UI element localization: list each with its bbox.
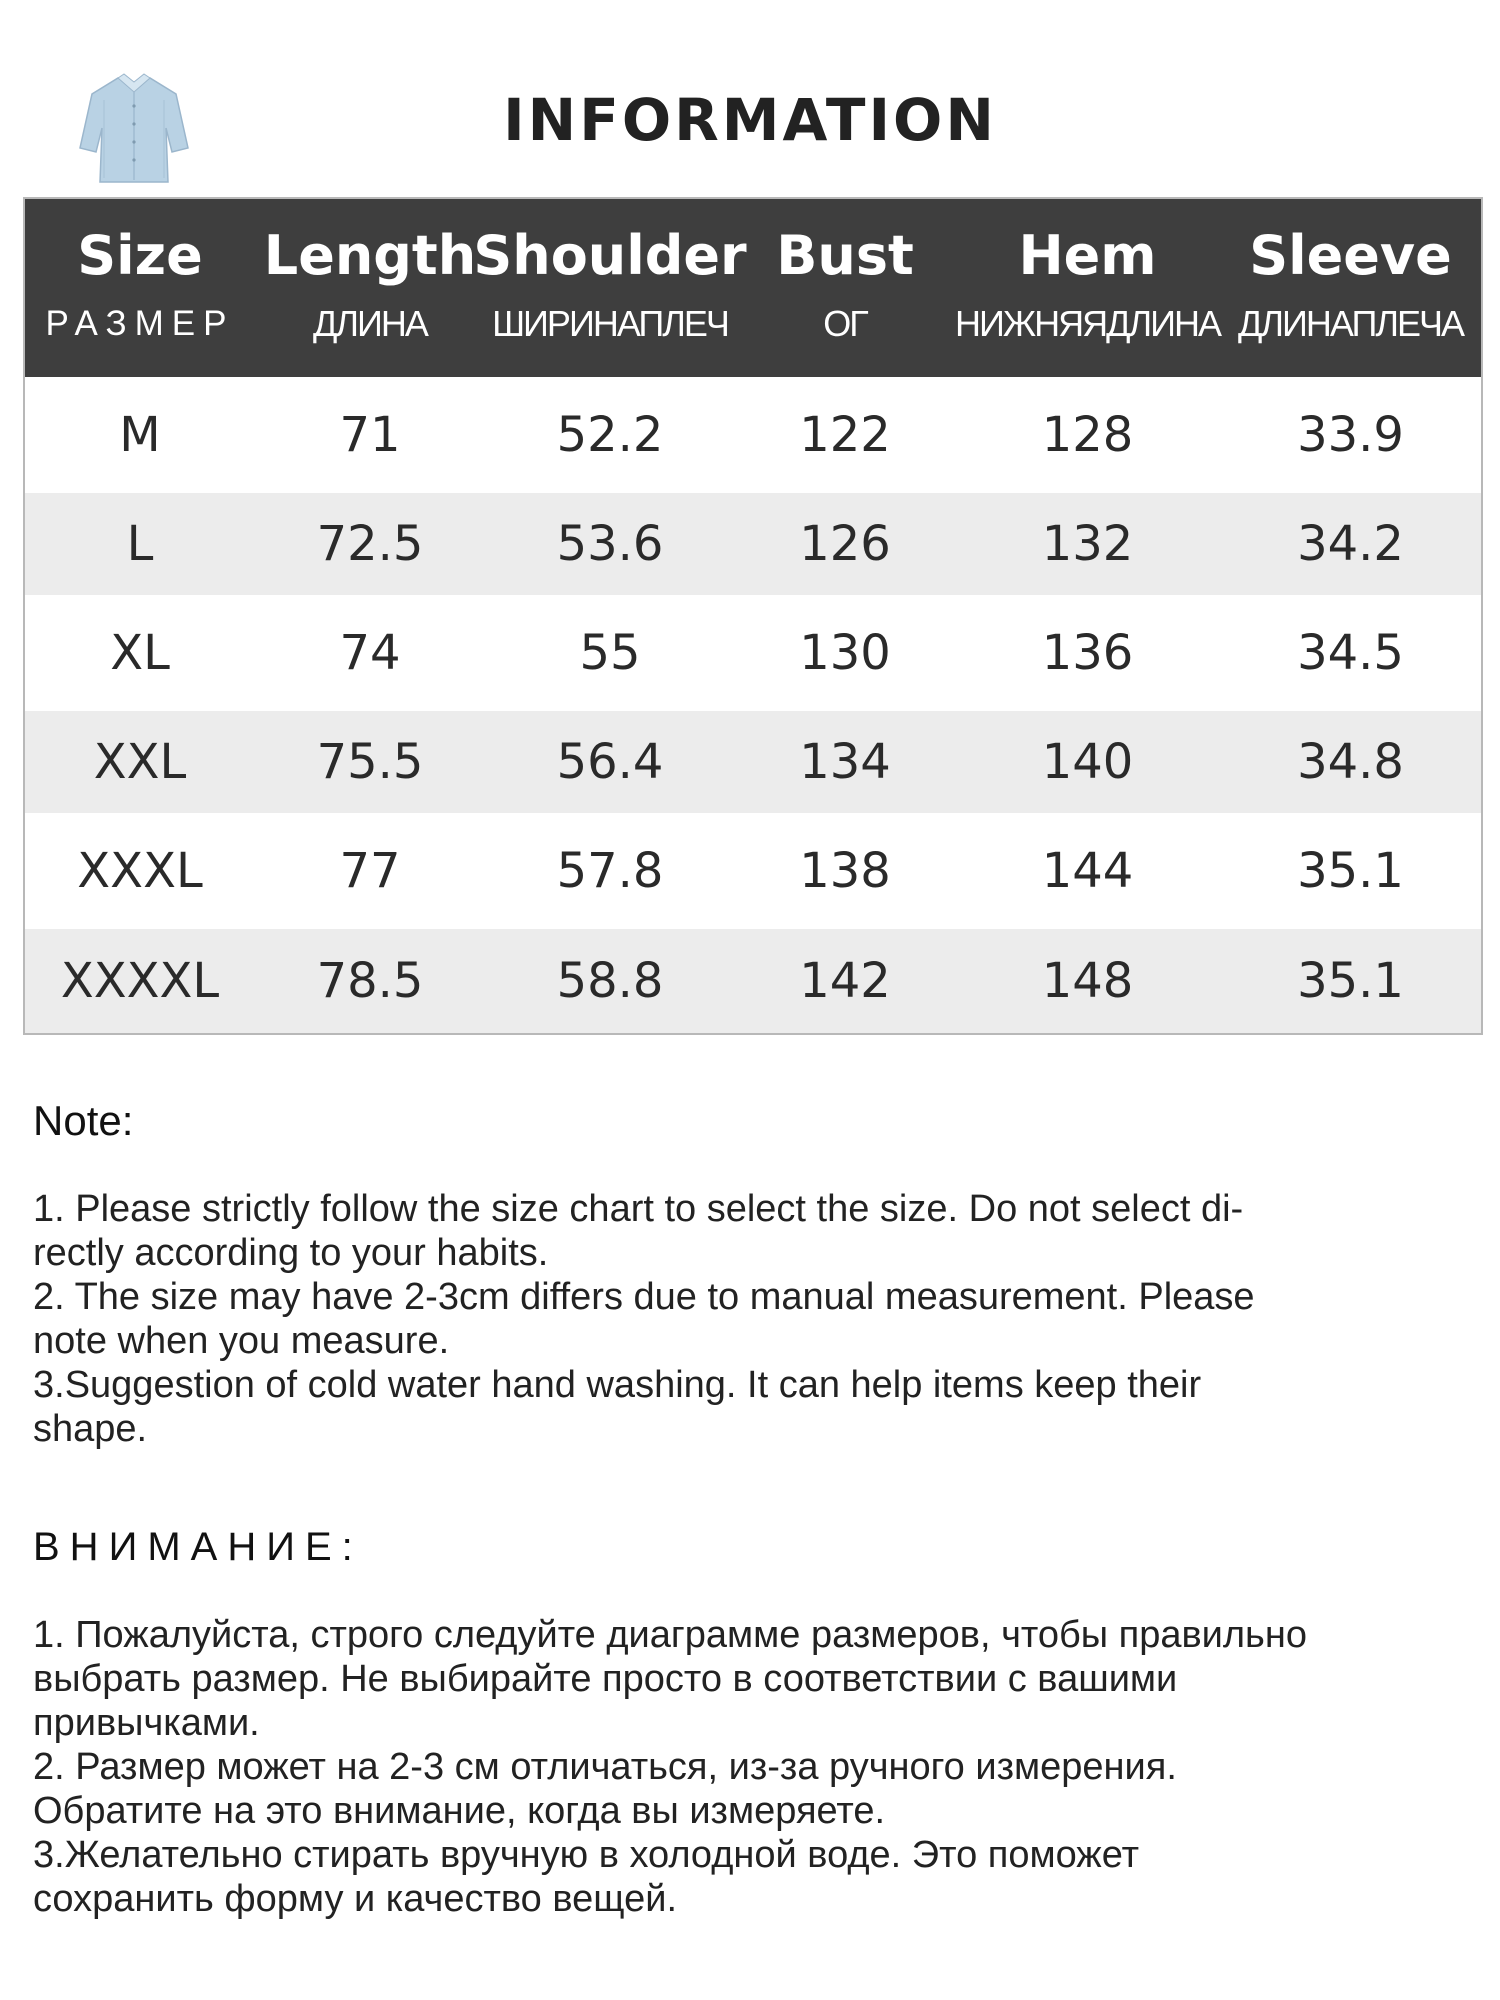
note-en-line: 3.Suggestion of cold water hand washing. It can help items keep their <box>33 1364 1202 1406</box>
cell-sleeve: 33.9 <box>1297 407 1404 463</box>
note-en-line: rectly according to your habits. <box>33 1232 549 1274</box>
table-row <box>25 595 1481 711</box>
cell-shoulder: 56.4 <box>556 734 664 790</box>
note-ru-line: 3.Желательно стирать вручную в холодной воде. Это поможет <box>33 1834 1140 1876</box>
notes-section <box>33 1095 1473 1921</box>
header-label-en: Bust <box>776 224 914 287</box>
note-en-line: 1. Please strictly follow the size chart to select the size. Do not select di- <box>33 1188 1244 1230</box>
cell-shoulder: 53.6 <box>556 516 664 572</box>
table-header <box>25 199 1481 377</box>
note-en-line: shape. <box>33 1408 148 1450</box>
header-bust <box>735 199 955 377</box>
note-ru-title: ВНИМАНИЕ: <box>33 1525 363 1569</box>
cell-bust: 130 <box>799 625 891 681</box>
cell-hem: 140 <box>1041 734 1134 790</box>
header-label-en: Shoulder <box>473 224 747 287</box>
note-ru-line: привычками. <box>33 1702 260 1744</box>
header-hem <box>955 199 1220 377</box>
cell-shoulder: 52.2 <box>556 407 664 463</box>
cell-bust: 142 <box>799 953 891 1009</box>
cell-hem: 132 <box>1041 516 1134 572</box>
cell-length: 78.5 <box>316 953 424 1009</box>
cell-bust: 138 <box>799 843 891 899</box>
cell-bust: 122 <box>799 407 891 463</box>
cell-shoulder: 57.8 <box>556 843 664 899</box>
size-chart-table <box>23 197 1483 1035</box>
note-en-line: note when you measure. <box>33 1320 450 1362</box>
table-row <box>25 377 1481 493</box>
header-label-ru: ДЛИНА <box>313 303 427 344</box>
header-label-ru: ШИРИНАПЛЕЧ <box>492 303 728 344</box>
table-row <box>25 929 1481 1033</box>
note-ru-line: 2. Размер может на 2-3 см отличаться, из-за ручного измерения. <box>33 1746 1177 1788</box>
header-label-en: Length <box>263 224 477 287</box>
cell-shoulder: 55 <box>579 625 641 681</box>
note-ru-line: 1. Пожалуйста, строго следуйте диаграмме размеров, чтобы правильно <box>33 1614 1307 1656</box>
cell-length: 77 <box>339 843 401 899</box>
cell-bust: 134 <box>799 734 891 790</box>
cell-length: 75.5 <box>316 734 424 790</box>
table-row <box>25 493 1481 595</box>
cell-hem: 136 <box>1041 625 1134 681</box>
cell-sleeve: 34.5 <box>1297 625 1404 681</box>
header-label-ru: РАЗМЕР <box>45 304 235 343</box>
header-label-en: Sleeve <box>1249 224 1452 287</box>
cell-sleeve: 35.1 <box>1297 843 1404 899</box>
cell-size: M <box>119 407 161 463</box>
note-en-body <box>33 1187 1473 1451</box>
page-title: INFORMATION <box>503 86 997 154</box>
cell-size: XXXXL <box>60 953 220 1009</box>
note-en-line: 2. The size may have 2-3cm differs due to manual measurement. Please <box>33 1276 1255 1318</box>
cell-sleeve: 34.8 <box>1297 734 1404 790</box>
header-shoulder <box>473 199 747 377</box>
cell-length: 72.5 <box>316 516 424 572</box>
header-label-en: Size <box>77 224 203 287</box>
header-size <box>25 199 255 377</box>
table-row <box>25 813 1481 929</box>
cell-length: 74 <box>339 625 401 681</box>
cell-size: XL <box>110 625 170 681</box>
note-ru-line: сохранить форму и качество вещей. <box>33 1878 677 1920</box>
note-ru-line: выбрать размер. Не выбирайте просто в соответствии с вашими <box>33 1658 1178 1700</box>
note-ru-line: Обратите на это внимание, когда вы измеряете. <box>33 1790 886 1832</box>
header-length <box>255 199 485 377</box>
cell-size: XXL <box>93 734 187 790</box>
cell-shoulder: 58.8 <box>556 953 664 1009</box>
cell-sleeve: 34.2 <box>1297 516 1404 572</box>
note-ru-body <box>33 1613 1473 1921</box>
cell-hem: 128 <box>1041 407 1134 463</box>
cell-sleeve: 35.1 <box>1297 953 1404 1009</box>
header-label-ru: НИЖНЯЯДЛИНА <box>955 303 1220 344</box>
cell-size: L <box>126 516 154 572</box>
header-label-ru: ОГ <box>823 303 867 344</box>
header-label-en: Hem <box>1018 224 1157 287</box>
header-sleeve <box>1220 199 1481 377</box>
cell-hem: 148 <box>1041 953 1134 1009</box>
table-row <box>25 711 1481 813</box>
cell-size: XXXL <box>77 843 203 899</box>
cell-bust: 126 <box>799 516 891 572</box>
cell-length: 71 <box>339 407 401 463</box>
note-en-title: Note: <box>33 1097 134 1144</box>
header-label-ru: ДЛИНАПЛЕЧА <box>1237 303 1463 344</box>
cell-hem: 144 <box>1041 843 1134 899</box>
